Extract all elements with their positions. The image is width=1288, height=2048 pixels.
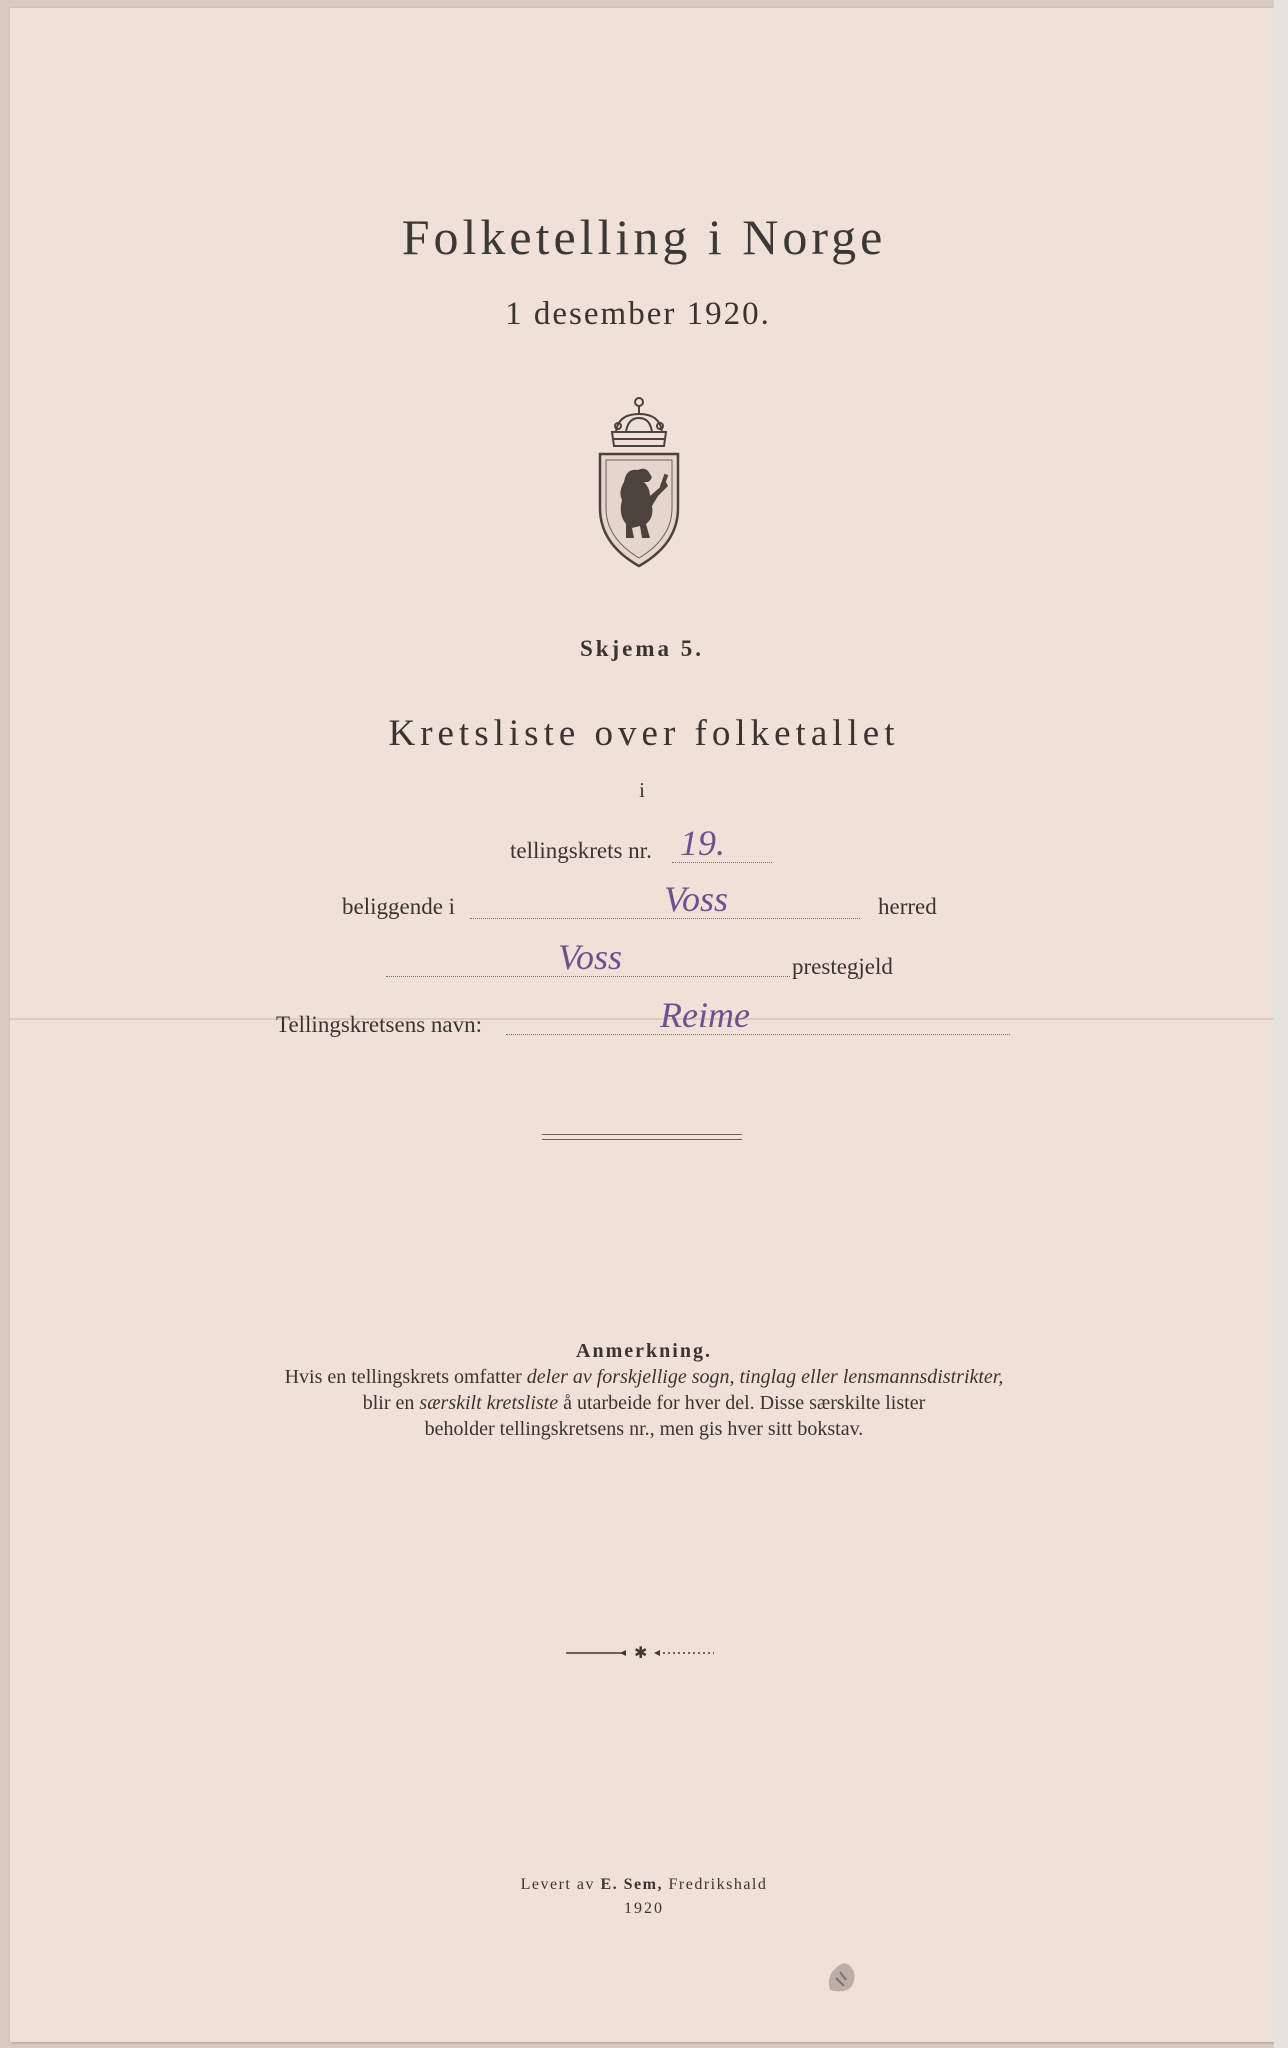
norwegian-coat-of-arms-icon	[594, 396, 684, 573]
prestegjeld-label: prestegjeld	[792, 954, 893, 979]
navn-label: Tellingskretsens navn:	[276, 1012, 482, 1037]
ink-stamp-mark	[800, 1946, 870, 2001]
ornament-divider-icon	[564, 1644, 716, 1667]
navn-value[interactable]: Reime	[660, 995, 750, 1035]
tellingskrets-value[interactable]: 19.	[680, 823, 725, 863]
tellingskrets-label: tellingskrets nr.	[510, 838, 652, 863]
svg-text:✱: ✱	[634, 1644, 648, 1662]
page-title: Folketelling i Norge	[401, 209, 887, 265]
beliggende-label: beliggende i	[342, 894, 456, 919]
navn-line	[506, 1034, 1010, 1035]
connector-word: i	[639, 778, 645, 802]
note-heading: Anmerkning.	[576, 1340, 712, 1362]
separator-rule-top	[542, 1134, 742, 1135]
form-heading: Kretsliste over folketallet	[388, 713, 900, 754]
census-date: 1 desember 1920.	[505, 296, 771, 332]
prestegjeld-value[interactable]: Voss	[558, 937, 623, 977]
paper-fold	[10, 1018, 1274, 1020]
note-line-2: blir en særskilt kretsliste å utarbeide for hver del. Disse særskilte lister	[362, 1392, 926, 1414]
printer-year: 1920	[624, 1900, 664, 1917]
note-line-1: Hvis en tellingskrets omfatter deler av forskjellige sogn, tinglag eller lensmannsdistrikter,	[284, 1366, 1004, 1388]
schema-number: Skjema 5.	[579, 636, 705, 661]
printer-line: Levert av E. Sem, Fredrikshald	[520, 1876, 768, 1893]
herred-label: herred	[878, 894, 937, 919]
separator-rule-bottom	[542, 1139, 742, 1140]
note-line-3: beholder tellingskretsens nr., men gis hver sitt bokstav.	[424, 1418, 864, 1440]
beliggende-value[interactable]: Voss	[664, 879, 729, 919]
